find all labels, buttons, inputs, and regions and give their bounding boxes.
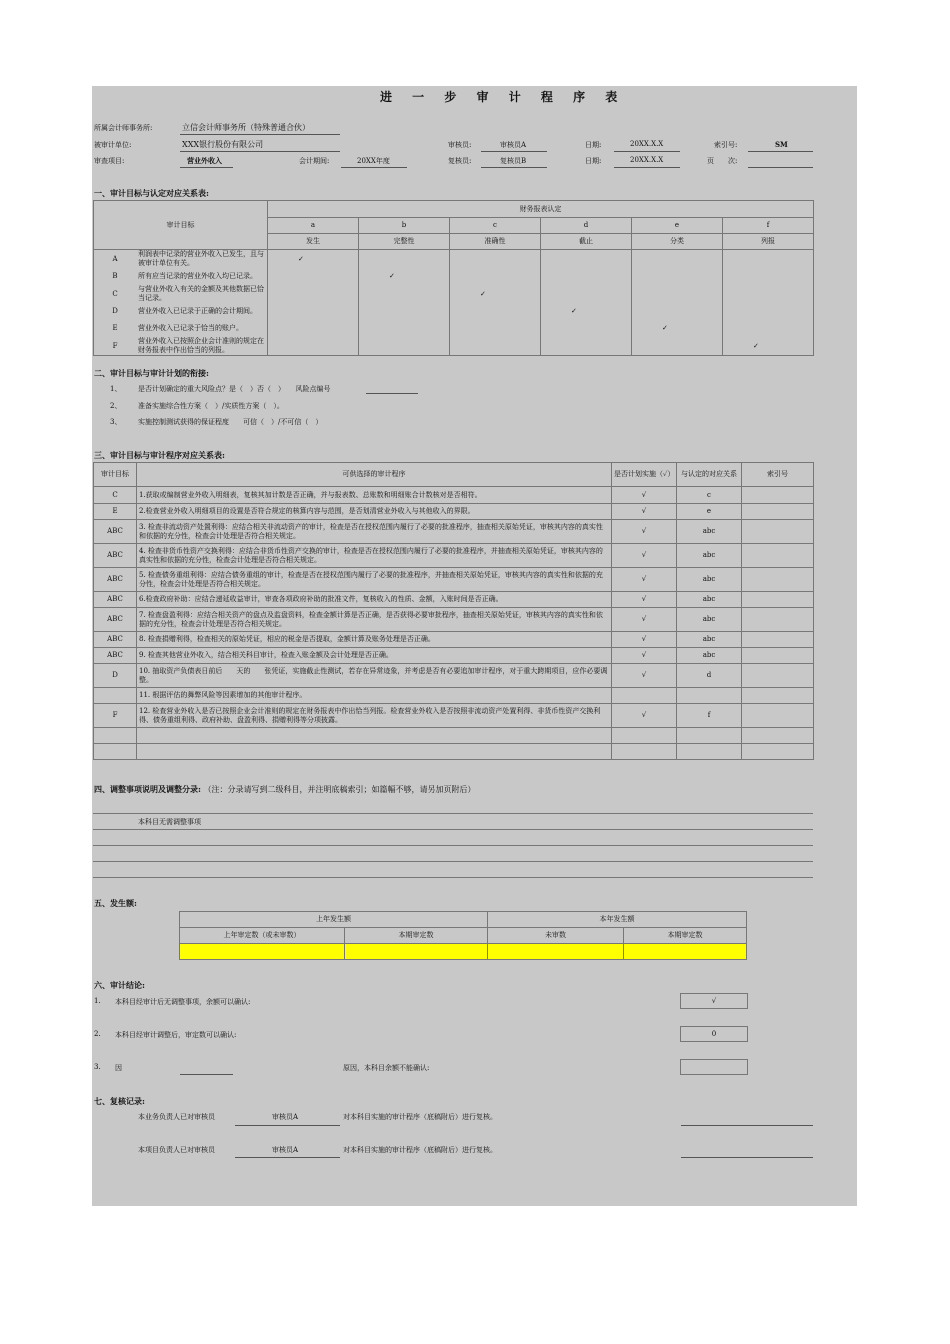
plan-header: 是否计划实施（✓） (612, 463, 677, 487)
letter-d: d (541, 218, 632, 234)
adjust-line-1 (93, 813, 813, 814)
procedure-table (93, 462, 814, 760)
procedure-text: 2.检查营业外收入明细项目的设置是否符合规定的核算内容与范围，是否划清营业外收入与其他收入的界限。 (137, 504, 612, 520)
procedure-index[interactable] (742, 504, 814, 520)
client-label: 被审计单位: (94, 141, 132, 149)
procedure-planned: √ (612, 664, 677, 688)
assertion-row (94, 303, 814, 320)
procedure-text: 1.获取或编制营业外收入明细表，复核其加计数是否正确，并与报表数、总账数和明细账合计数核对是否相符。 (137, 487, 612, 504)
assertion-target-text: 营业外收入已按照企业会计准则的规定在财务报表中作出恰当的列报。 (136, 337, 268, 356)
assertion-check-cell (541, 320, 632, 337)
proc-target-header: 审计目标 (94, 463, 137, 487)
procedure-index[interactable] (742, 487, 814, 504)
procedure-planned: √ (612, 487, 677, 504)
conclusion-3-text: 因 (115, 1064, 122, 1072)
curr-audited-cell[interactable] (624, 944, 747, 960)
assertion-check-cell (632, 250, 723, 269)
procedure-text: 7. 检查盘盈利得：应结合相关资产的盘点及监盘资料，检查金额计算是否正确，是否获得必要审批程序，抽查相关原始凭证，审核其内容的真实性和依据的充分性，检查会计处理是否符合相关规定。 (137, 608, 612, 632)
procedure-row (94, 728, 814, 744)
assertion-target-text: 与营业外收入有关的金额及其他数据已恰当记录。 (136, 285, 268, 303)
assertion-row (94, 320, 814, 337)
conclusion-3-text2: 原因，本科目余额不能确认: (343, 1064, 430, 1072)
procedure-assertion: e (677, 504, 742, 520)
procedure-index[interactable] (742, 568, 814, 592)
procedure-target: C (94, 487, 137, 504)
reviewer-label: 审核员: (448, 141, 472, 149)
assertion-check-cell (632, 337, 723, 356)
assertion-check-cell (723, 285, 814, 303)
plan-item-2: 准备实施综合性方案（ ）/实质性方案（ ）。 (138, 402, 284, 410)
client-value: XXX银行股份有限公司 (182, 140, 264, 149)
assertion-target-text: 所有应当记录的营业外收入均已记录。 (136, 268, 268, 285)
page-title: 进 一 步 审 计 程 序 表 (380, 90, 626, 104)
proc-header: 可供选择的审计程序 (137, 463, 612, 487)
letter-c: c (450, 218, 541, 234)
conclusion-2-box[interactable]: 0 (680, 1026, 748, 1042)
proc-index-header: 索引号 (742, 463, 814, 487)
procedure-text: 9. 检查其他营业外收入，结合相关科目审计，检查入账金额及会计处理是否正确。 (137, 648, 612, 664)
procedure-index[interactable] (742, 592, 814, 608)
letter-a: a (268, 218, 359, 234)
assertion-check-cell (450, 320, 541, 337)
adjust-line-4 (93, 861, 813, 862)
letter-e: e (632, 218, 723, 234)
reviewer-underline (481, 151, 547, 152)
procedure-target: F (94, 704, 137, 728)
assertion-check-cell (450, 337, 541, 356)
prev-period-header: 本期审定数 (345, 928, 488, 944)
procedure-planned: √ (612, 520, 677, 544)
procedure-planned: √ (612, 568, 677, 592)
unaudited-cell[interactable] (488, 944, 624, 960)
date2-label: 日期: (585, 157, 602, 165)
review-2-pre: 本项目负责人已对审核员 (138, 1146, 215, 1154)
procedure-assertion: abc (677, 632, 742, 648)
check-mark-icon: ✓ (450, 285, 541, 303)
reviewer-value: 审核员A (500, 141, 527, 149)
assertion-code: D (94, 303, 137, 320)
assertion-row (94, 268, 814, 285)
assertion-check-cell (268, 303, 359, 320)
assertion-check-cell (632, 268, 723, 285)
assertion-row (94, 250, 814, 269)
procedure-index[interactable] (742, 520, 814, 544)
period-value: 20XX年度 (357, 157, 390, 165)
curr-audited-header: 本期审定数 (624, 928, 747, 944)
procedure-row (94, 504, 814, 520)
procedure-assertion: d (677, 664, 742, 688)
conclusion-2-text: 本科目经审计调整后，审定数可以确认: (115, 1031, 237, 1039)
procedure-planned: √ (612, 608, 677, 632)
plan-item-1: 是否计划确定的重大风险点？是（ ）否（ ） 风险点编号 (138, 385, 331, 393)
item-label: 审查项目: (94, 157, 125, 165)
procedure-index[interactable] (742, 704, 814, 728)
item-value: 营业外收入 (187, 156, 222, 165)
page-label: 页 次: (707, 157, 738, 165)
procedure-index[interactable] (742, 688, 814, 704)
assertion-check-cell (359, 337, 450, 356)
procedure-target: ABC (94, 520, 137, 544)
procedure-index[interactable] (742, 664, 814, 688)
page-underline (748, 167, 813, 168)
procedure-text: 6.检查政府补助：应结合递延收益审计，审查各项政府补助的批准文件，复核收入的性质、金额，入账时间是否正确。 (137, 592, 612, 608)
procedure-planned: √ (612, 504, 677, 520)
firm-label: 所属会计师事务所: (94, 124, 153, 132)
adjust-line-2 (93, 829, 813, 830)
assertion-check-cell (632, 285, 723, 303)
procedure-assertion: abc (677, 568, 742, 592)
amount-table (179, 911, 747, 960)
assertion-row (94, 285, 814, 303)
letter-f: f (723, 218, 814, 234)
review-1-sign-line[interactable] (681, 1125, 813, 1126)
review-1-underline (235, 1125, 340, 1126)
procedure-row (94, 648, 814, 664)
date-underline (614, 151, 680, 152)
procedure-index[interactable] (742, 744, 814, 760)
conclusion-1-box[interactable]: √ (680, 993, 748, 1009)
item-underline (180, 167, 233, 168)
assertion-check-cell (723, 320, 814, 337)
assertion-check-cell (359, 303, 450, 320)
procedure-text: 12. 检查营业外收入是否已按照企业会计准则的规定在财务报表中作出恰当列报。检查营业外收入是否按照非流动资产处置利得、非货币性资产交换利得、债务重组利得、政府补助、盘盈利得、捐赠利得等分项披露。 (137, 704, 612, 728)
procedure-planned: √ (612, 544, 677, 568)
procedure-planned: √ (612, 632, 677, 648)
procedure-assertion (677, 744, 742, 760)
index-underline (748, 151, 813, 152)
conclusion-3-box[interactable] (680, 1059, 748, 1075)
procedure-target: E (94, 504, 137, 520)
conclusion-1-num: 1. (94, 997, 101, 1005)
date2-value: 20XX.X.X (630, 156, 664, 164)
procedure-index[interactable] (742, 632, 814, 648)
procedure-target: ABC (94, 544, 137, 568)
procedure-text (137, 744, 612, 760)
assertion-code: F (94, 337, 137, 356)
procedure-planned (612, 744, 677, 760)
assert-cutoff: 截止 (541, 234, 632, 250)
assertion-code: E (94, 320, 137, 337)
procedure-index[interactable] (742, 608, 814, 632)
procedure-target (94, 744, 137, 760)
procedure-row (94, 688, 814, 704)
period-underline (341, 167, 407, 168)
section1-heading: 一、审计目标与认定对应关系表: (94, 188, 209, 198)
index-value: SM (775, 140, 788, 149)
target-header: 审计目标 (94, 201, 268, 250)
unaudited-header: 未审数 (488, 928, 624, 944)
adjust-entry-text: 本科目无需调整事项 (138, 818, 201, 826)
assertion-code: C (94, 285, 137, 303)
client-underline (180, 151, 340, 152)
procedure-assertion: abc (677, 520, 742, 544)
assertion-check-cell (723, 250, 814, 269)
procedure-planned: √ (612, 704, 677, 728)
assert-accuracy: 准确性 (450, 234, 541, 250)
review-2-sign-line[interactable] (681, 1157, 813, 1158)
check-mark-icon: ✓ (632, 320, 723, 337)
procedure-target (94, 728, 137, 744)
section3-heading: 三、审计目标与审计程序对应关系表: (94, 450, 225, 460)
firm-underline (180, 134, 340, 135)
period-label: 会计期间: (299, 157, 330, 165)
procedure-planned (612, 728, 677, 744)
curr-year-header: 本年发生额 (488, 912, 747, 928)
conclusion-2-num: 2. (94, 1030, 101, 1038)
procedure-text: 4. 检查非货币性资产交换利得：应结合非货币性资产交换的审计，检查是否在授权范围内履行了必要的批准程序，并抽查相关原始凭证，审核其内容的真实性和依据的充分性，检查会计处理是否符合相关规定。 (137, 544, 612, 568)
procedure-target (94, 688, 137, 704)
assertion-check-cell (359, 320, 450, 337)
procedure-assertion: abc (677, 544, 742, 568)
assertion-table (93, 200, 814, 356)
procedure-target: ABC (94, 568, 137, 592)
assert-occurrence: 发生 (268, 234, 359, 250)
assertion-row (94, 337, 814, 356)
index-label: 索引号: (714, 141, 738, 149)
procedure-target: ABC (94, 632, 137, 648)
assertion-check-cell (268, 320, 359, 337)
assertion-target-text: 营业外收入已记录于正确的会计期间。 (136, 303, 268, 320)
procedure-index[interactable] (742, 648, 814, 664)
procedure-row (94, 520, 814, 544)
procedure-assertion: abc (677, 592, 742, 608)
assertion-check-cell (268, 268, 359, 285)
procedure-assertion (677, 688, 742, 704)
date-label: 日期: (585, 141, 602, 149)
assertion-check-cell (359, 250, 450, 269)
assert-presentation: 列报 (723, 234, 814, 250)
assertion-check-cell (723, 303, 814, 320)
conclusion-1-text: 本科目经审计后无调整事项，余额可以确认: (115, 998, 251, 1006)
assertion-check-cell (450, 250, 541, 269)
section4-heading: 四、调整事项说明及调整分录: (94, 784, 201, 794)
assertion-check-cell (359, 285, 450, 303)
assert-classification: 分类 (632, 234, 723, 250)
assertion-check-cell (268, 337, 359, 356)
adjust-line-5 (93, 877, 813, 878)
assertion-check-cell (541, 337, 632, 356)
assertion-code: B (94, 268, 137, 285)
assertion-check-cell (723, 268, 814, 285)
date2-underline (614, 167, 680, 168)
plan-item-1-num: 1、 (110, 385, 122, 393)
adjust-line-3 (93, 845, 813, 846)
assertion-check-cell (268, 285, 359, 303)
section4-note: （注：分录请写到二级科目，并注明底稿索引；如篇幅不够，请另加页附后） (203, 785, 476, 794)
reason-underline[interactable] (180, 1074, 233, 1075)
procedure-row (94, 568, 814, 592)
prev-audited-cell[interactable] (180, 944, 345, 960)
review-1-pre: 本业务负责人已对审核员 (138, 1113, 215, 1121)
procedure-planned: √ (612, 592, 677, 608)
procedure-assertion: abc (677, 608, 742, 632)
assertion-check-cell (632, 303, 723, 320)
procedure-target: ABC (94, 648, 137, 664)
section5-heading: 五、发生额: (94, 898, 137, 908)
procedure-text: 3. 检查非流动资产处置利得：应结合相关非流动资产的审计，检查是否在授权范围内履行了必要的批准程序，抽查相关原始凭证，审核其内容的真实性和依据的充分性，检查会计处理是否符合相关规定。 (137, 520, 612, 544)
procedure-row (94, 632, 814, 648)
review-2-post: 对本科目实施的审计程序（底稿附后）进行复核。 (343, 1146, 497, 1154)
firm-value: 立信会计师事务所（特殊普通合伙） (182, 123, 310, 132)
procedure-assertion: abc (677, 648, 742, 664)
procedure-text (137, 728, 612, 744)
rechecker-underline (481, 167, 547, 168)
procedure-row (94, 608, 814, 632)
procedure-assertion: c (677, 487, 742, 504)
plan-item-2-num: 2、 (110, 402, 122, 410)
check-mark-icon: ✓ (541, 303, 632, 320)
section6-heading: 六、审计结论: (94, 980, 145, 990)
procedure-planned (612, 688, 677, 704)
review-2-underline (235, 1157, 340, 1158)
prev-audited-header: 上年审定数（或未审数） (180, 928, 345, 944)
procedure-index[interactable] (742, 728, 814, 744)
prev-year-header: 上年发生额 (180, 912, 488, 928)
assertion-code: A (94, 250, 137, 269)
conclusion-3-num: 3. (94, 1063, 101, 1071)
procedure-row (94, 664, 814, 688)
assertion-check-cell (541, 285, 632, 303)
risk-number-underline (366, 393, 418, 394)
procedure-target: ABC (94, 592, 137, 608)
assertion-target-text: 利润表中记录的营业外收入已发生，且与被审计单位有关。 (136, 250, 268, 269)
letter-b: b (359, 218, 450, 234)
check-mark-icon: ✓ (268, 250, 359, 269)
procedure-row (94, 592, 814, 608)
plan-item-3: 实施控制测试获得的保证程度 可信（ ）/不可信（ ） (138, 418, 323, 426)
assert-relation-header: 与认定的对应关系 (677, 463, 742, 487)
check-mark-icon: ✓ (359, 268, 450, 285)
procedure-row (94, 487, 814, 504)
rechecker-value: 复核员B (500, 157, 527, 165)
procedure-row (94, 704, 814, 728)
review-1-name: 审核员A (272, 1113, 299, 1121)
plan-item-3-num: 3、 (110, 418, 122, 426)
assertion-check-cell (541, 250, 632, 269)
assertion-check-cell (450, 268, 541, 285)
section4-title-row (94, 784, 476, 795)
procedure-text: 11. 根据评估的舞弊风险等因素增加的其他审计程序。 (137, 688, 612, 704)
procedure-row (94, 744, 814, 760)
procedure-target: D (94, 664, 137, 688)
procedure-index[interactable] (742, 544, 814, 568)
prev-period-cell[interactable] (345, 944, 488, 960)
procedure-assertion: f (677, 704, 742, 728)
review-1-post: 对本科目实施的审计程序（底稿附后）进行复核。 (343, 1113, 497, 1121)
check-mark-icon: ✓ (723, 337, 814, 356)
assertion-check-cell (450, 303, 541, 320)
assertion-check-cell (541, 268, 632, 285)
procedure-row (94, 544, 814, 568)
section7-heading: 七、复核记录: (94, 1096, 145, 1106)
assert-completeness: 完整性 (359, 234, 450, 250)
rechecker-label: 复核员: (448, 157, 472, 165)
procedure-text: 5. 检查债务重组利得：应结合债务重组的审计，检查是否在授权范围内履行了必要的批准程序，并抽查相关原始凭证，审核其内容的真实性和依据的充分性，检查会计处理是否符合相关规定。 (137, 568, 612, 592)
review-2-name: 审核员A (272, 1146, 299, 1154)
assertion-header: 财务报表认定 (268, 201, 814, 218)
procedure-planned: √ (612, 648, 677, 664)
procedure-target: ABC (94, 608, 137, 632)
procedure-text: 8. 检查捐赠利得，检查相关的原始凭证，相应的税金是否提取，金额计算及账务处理是否正确。 (137, 632, 612, 648)
procedure-assertion (677, 728, 742, 744)
section2-heading: 二、审计目标与审计计划的衔接: (94, 368, 209, 378)
date-value: 20XX.X.X (630, 140, 664, 148)
assertion-target-text: 营业外收入已记录于恰当的账户。 (136, 320, 268, 337)
procedure-text: 10. 抽取资产负债表日前后 天的 张凭证，实施截止性测试，若存在异常迹象，并考虑是否有必要追加审计程序，对于重大跨期项目，应作必要调整。 (137, 664, 612, 688)
